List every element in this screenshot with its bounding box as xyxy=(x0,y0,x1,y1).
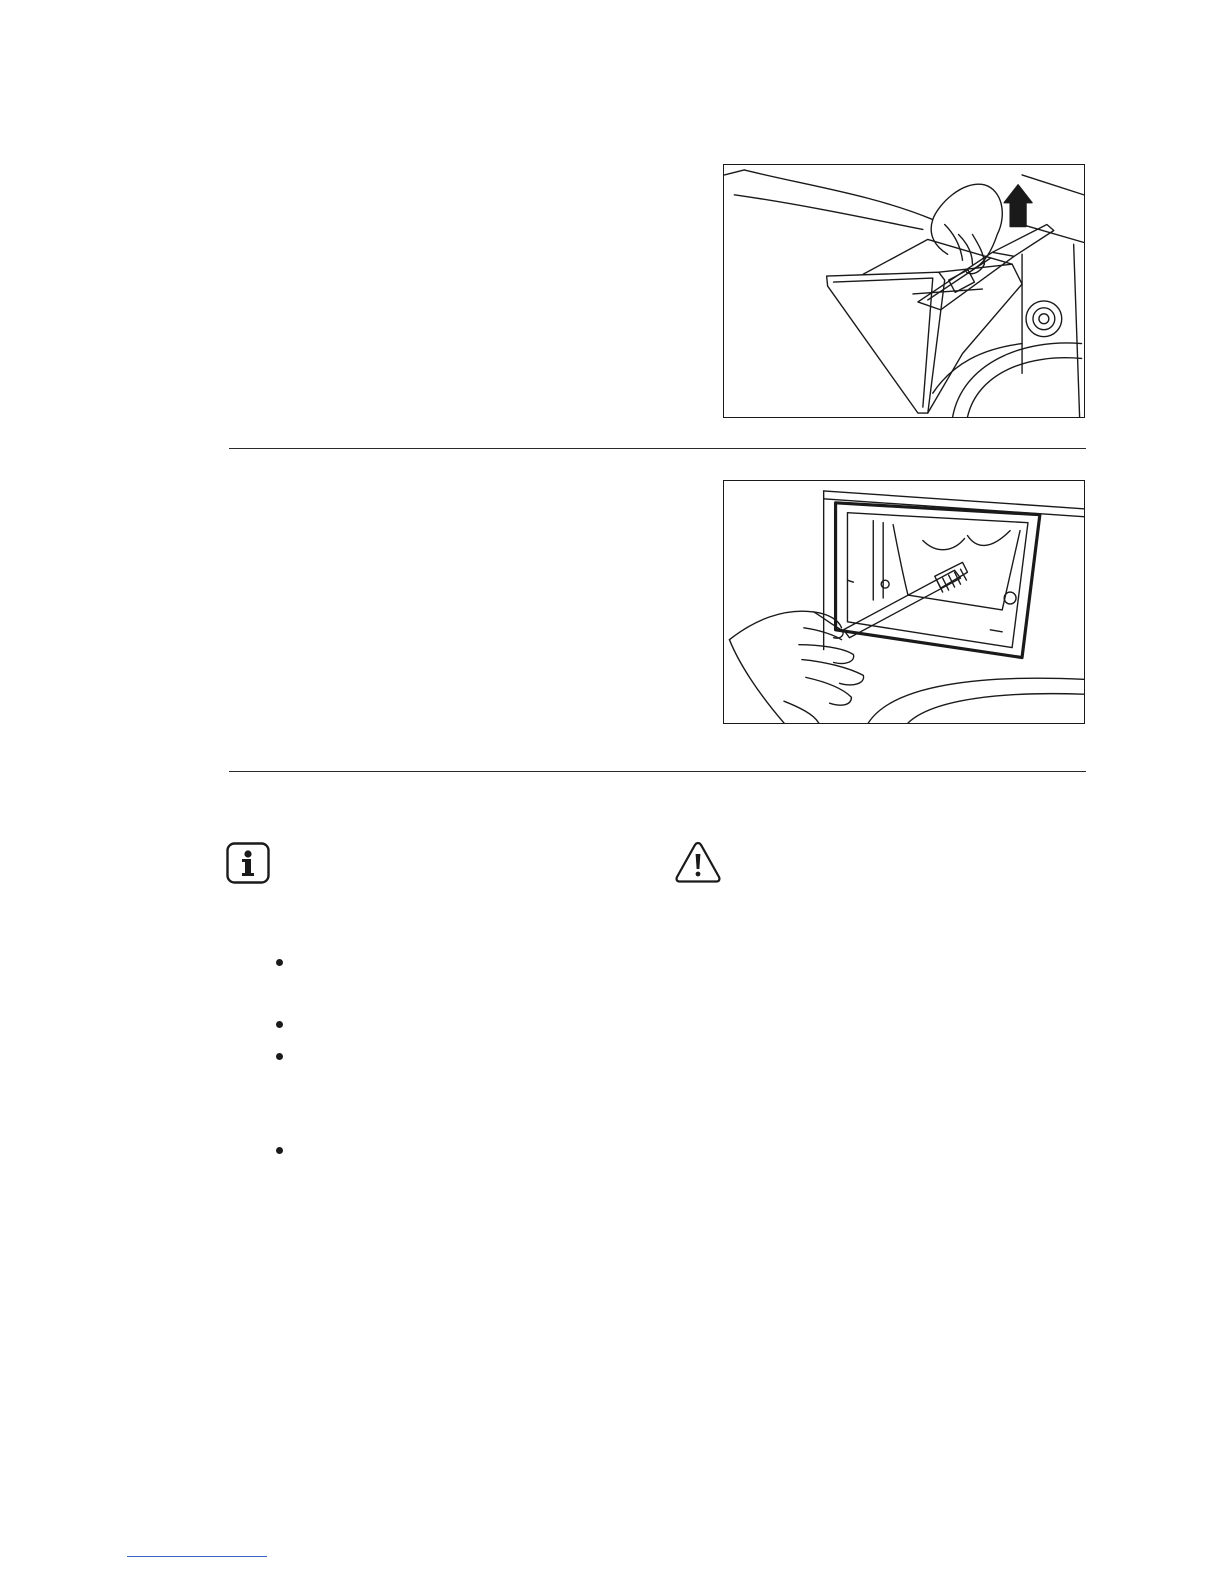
list-bullet xyxy=(276,1021,283,1028)
section-divider xyxy=(229,771,1086,772)
footer-link-underline[interactable] xyxy=(127,1556,267,1557)
section-divider xyxy=(229,448,1086,449)
list-bullet xyxy=(276,1147,283,1154)
info-icon xyxy=(226,842,270,884)
warning-triangle-icon xyxy=(674,840,722,884)
list-bullet xyxy=(276,959,283,966)
figure-clean-recess xyxy=(723,480,1085,724)
figure-remove-siphon xyxy=(723,164,1085,418)
list-bullet xyxy=(276,1053,283,1060)
